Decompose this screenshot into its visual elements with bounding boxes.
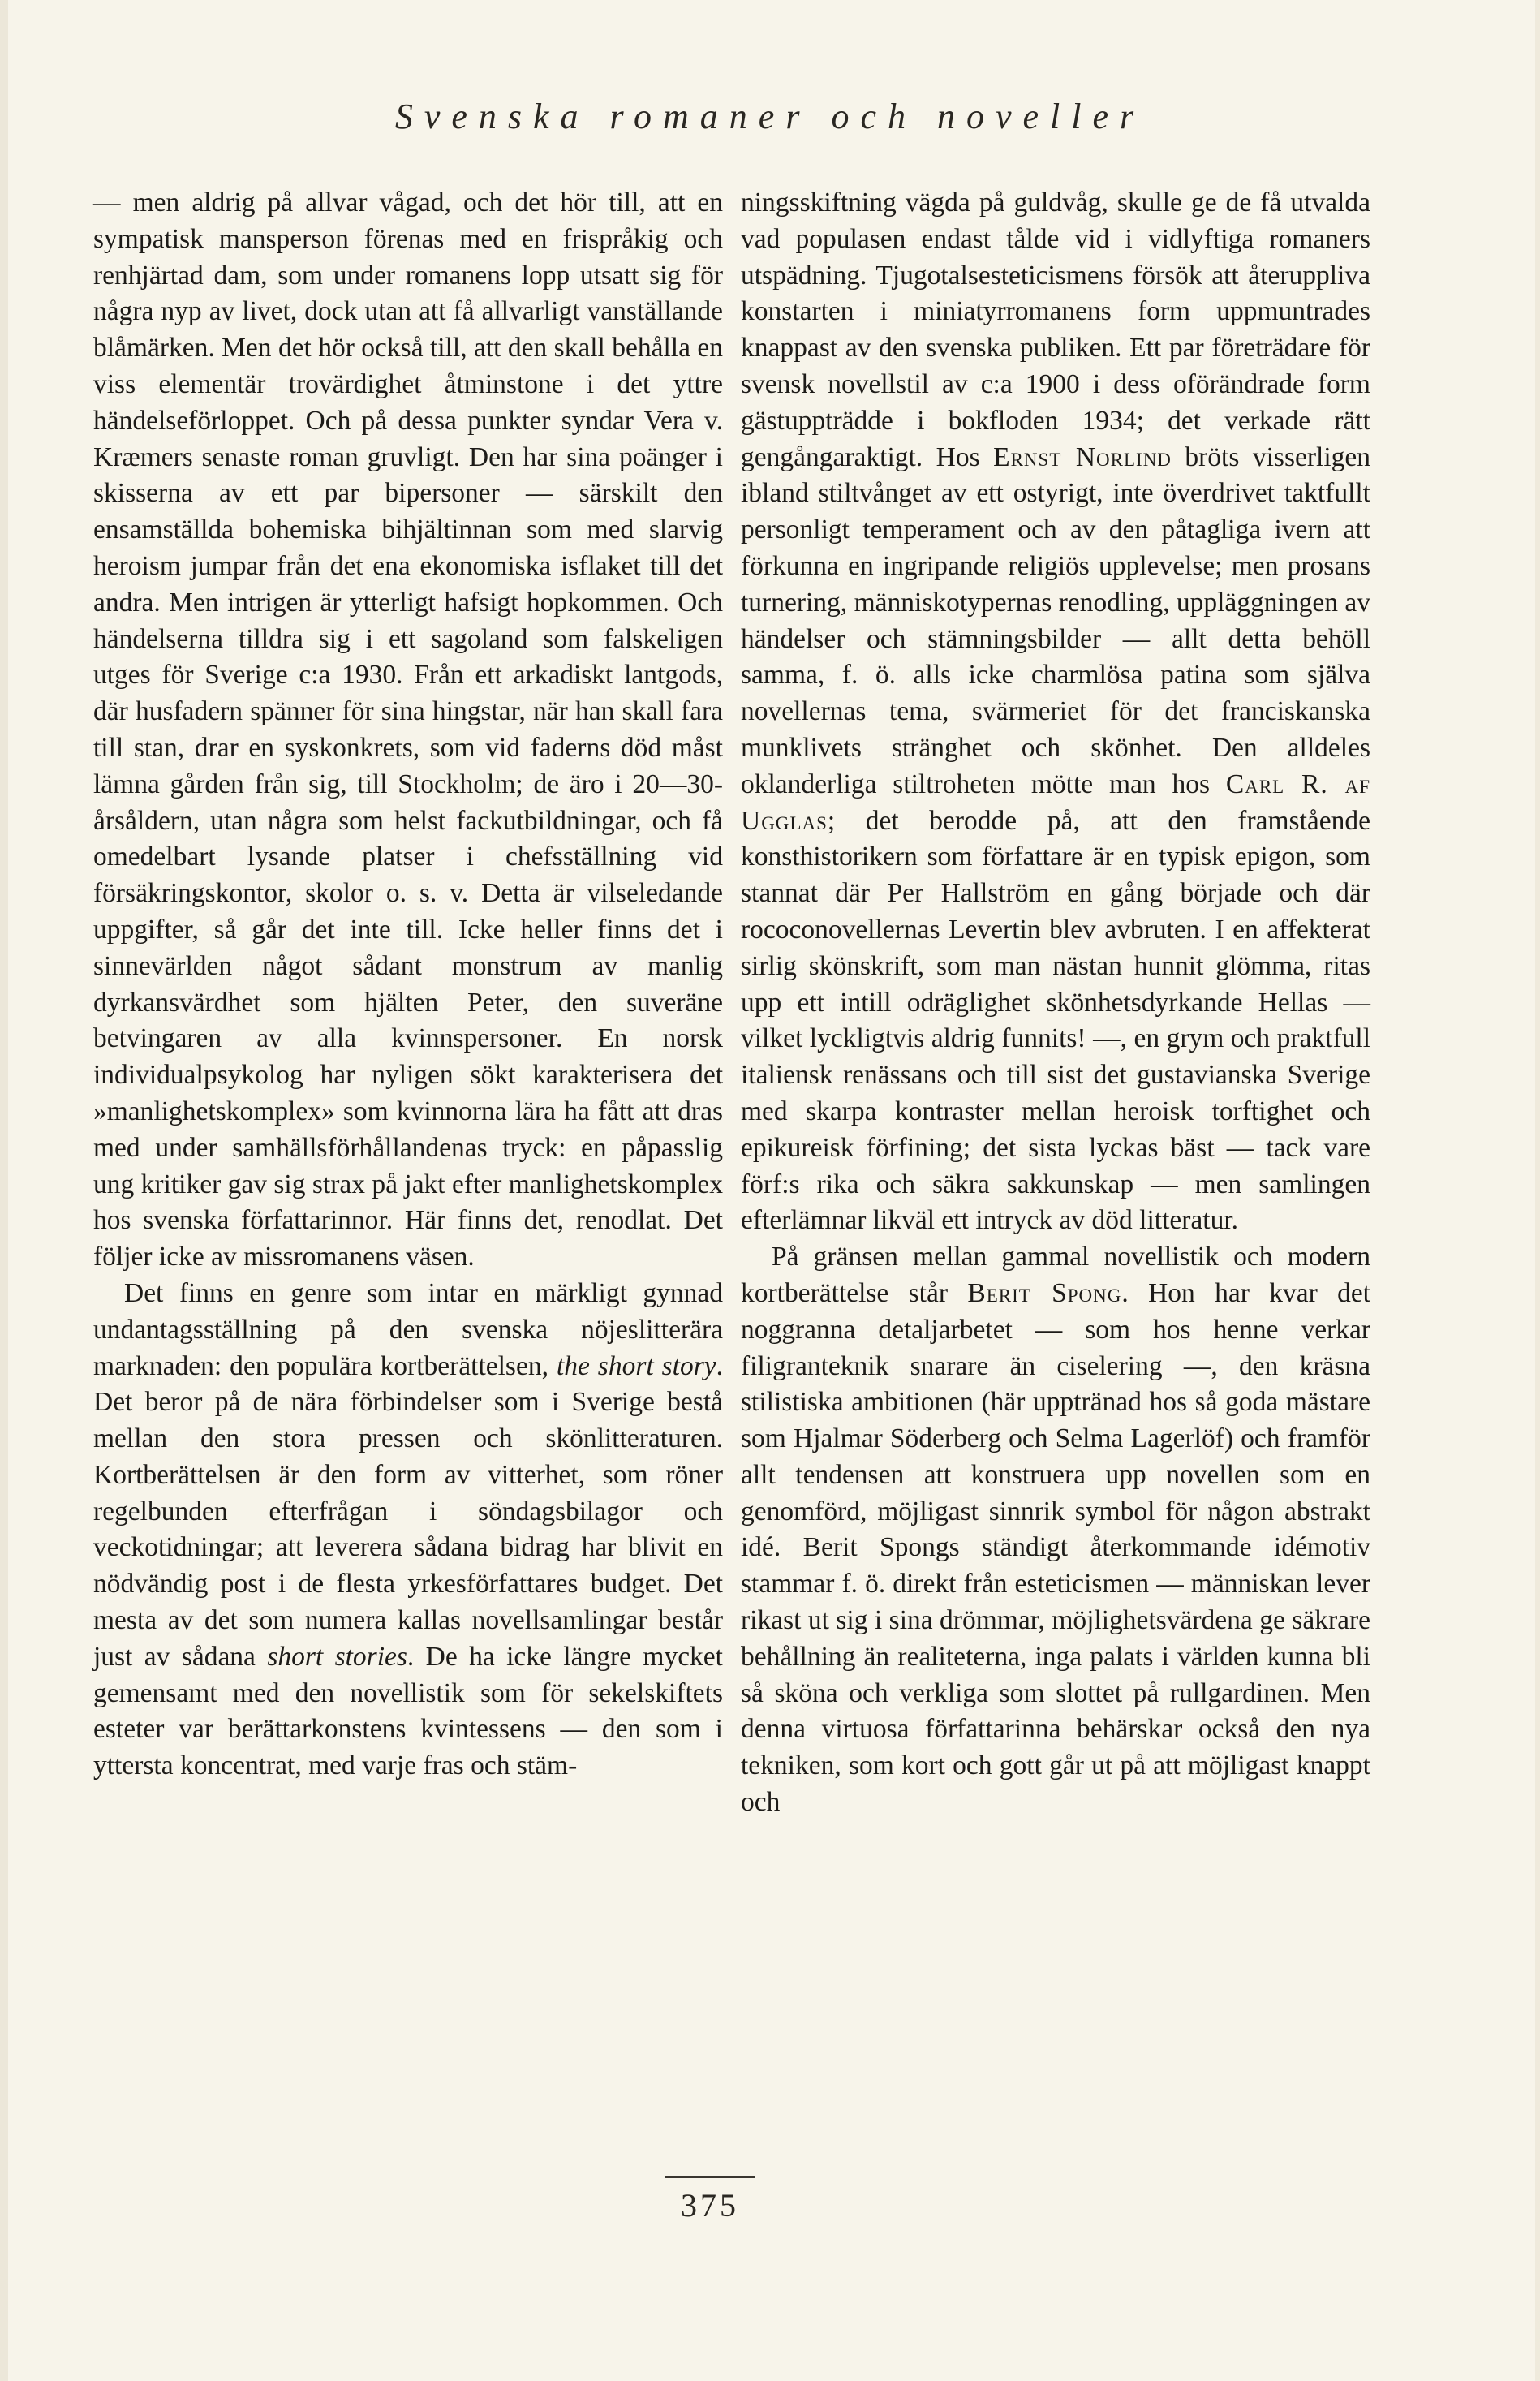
text-run: . De ha icke längre mycket gemensamt med den novellistik som för sekelskiftets esteter var berättarkonstens kvintessens — den som i yttersta koncentrat, med varje fras och stäm-	[93, 1641, 723, 1781]
text-run: . Hon har kvar det noggranna detaljarbetet — som hos henne verkar filigranteknik snarare än ciselering —, den kräsna stilistiska ambitionen (här upptränad hos så goda mästare som Hjalmar Söderberg och Selma Lagerlöf) och framför allt tendensen att konstruera upp novellen som en genomförd, möjligast sinnrik symbol för någon abstrakt idé. Berit Spongs ständigt återkommande idémotiv stammar f. ö. direkt från esteticismen — människan lever rikast ut sig i sina drömmar, möjlighetsvärdena ge säkrare behållning än realiteterna, inga palats i världen kunna bli så sköna och verkliga som slottet på rullgardinen. Men denna virtuosa författarinna behärskar också den nya tekniken, som kort och gott går ut på att möjligast knappt och	[741, 1277, 1370, 1818]
text-run: Det finns en genre som intar en märkligt gynnad undantagsställning på den svenska nöjeslitterära marknaden: den populära kortberättelsen,	[93, 1277, 723, 1381]
running-head: Svenska romaner och noveller	[394, 97, 1146, 136]
right-column	[741, 185, 1370, 1821]
page-number: 375	[681, 2187, 739, 2224]
left-paragraph-2	[93, 1276, 723, 1785]
right-paragraph-2	[741, 1239, 1370, 1821]
left-column	[93, 185, 723, 1785]
italic-term: the short story	[556, 1350, 716, 1381]
right-paragraph-1	[741, 185, 1370, 1239]
author-name: Berit Spong	[967, 1277, 1122, 1308]
left-paragraph-1: — men aldrig på allvar vågad, och det hör till, att en sympatisk mansperson förenas med en frispråkig och renhjärtad dam, som under romanens lopp utsatt sig för några nyp av livet, dock utan att få allvarligt vanställande blåmärken. Men det hör också till, att den skall behålla en viss elementär trovärdighet åtminstone i det yttre händelseförloppet. Och på dessa punkter syndar Vera v. Kræmers senaste roman gruvligt. Den har sina poänger i skisserna av ett par bipersoner — särskilt den ensamställda bohemiska bihjältinnan som med slarvig heroism jumpar från det ena ekonomiska isflaket till det andra. Men intrigen är ytterligt hafsigt hopkommen. Och händelserna tilldra sig i ett sagoland som falskeligen utges för Sverige c:a 1930. Från ett arkadiskt lantgods, där husfadern spänner för sina hingstar, när han skall fara till stan, drar en syskonkrets, som vid faderns död måst lämna gården från sig, till Stockholm; de äro i 20—30-årsåldern, utan några som helst fackutbildningar, och få omedelbart lysande platser i chefsställning vid försäkringskontor, skolor o. s. v. Detta är vilseledande uppgifter, så går det inte till. Icke heller finns det i sinnevärlden något sådant monstrum av manlig dyrkansvärdhet som hjälten Peter, den suveräne betvingaren av alla kvinnspersoner. En norsk individualpsykolog har nyligen sökt karakterisera det »manlighetskomplex» som kvinnorna lära ha fått att dras med under samhällsförhållandenas tryck: en påpasslig ung kritiker gav sig strax på jakt efter manlighetskomplex hos svenska författarinnor. Här finns det, renodlat. Det följer icke av missromanens väsen.	[93, 187, 723, 1272]
text-run: På gränsen mellan gammal novellistik och modern kortberättelse står	[741, 1242, 1370, 1308]
author-name: Carl R. af Ugglas	[741, 769, 1371, 836]
text-run: ; det berodde på, att den framstående konsthistorikern som författare är en typisk epigon, som stannat där Per Hallström en gång började och där rococonovellernas Levertin blev avbruten. I en affekterat sirlig skönskrift, som man nästan hunnit glömma, ritas upp ett intill odräglighet skönhetsdyrkande Hellas — vilket lyckligtvis aldrig funnits! —, en grym och praktfull italiensk renässans och till sist det gustavianska Sverige med skarpa kontraster mellan heroisk torftighet och epikureisk förfining; det sista lyckas bäst — tack vare förf:s rika och säkra sakkunskap — men samlingen efterlämnar likväl ett intryck av död litteratur.	[741, 805, 1370, 1236]
text-run: ningsskiftning vägda på guldvåg, skulle ge de få utvalda vad populasen endast tålde vid i vidlyftiga romaners utspädning. Tjugotalsesteticismens försök att återuppliva konstarten i miniatyrromanens form uppmuntrades knappast av den svenska publiken. Ett par företrädare för svensk novellstil av c:a 1900 i dess oförändrade form gästuppträdde i bokfloden 1934; det verkade rätt gengångaraktigt. Hos	[741, 187, 1370, 472]
text-run: bröts visserligen ibland stiltvånget av ett ostyrigt, inte överdrivet taktfullt personligt temperament och av den påtagliga ivern att förkunna en ingripande religiös upplevelse; men prosans turnering, människotypernas renodling, uppläggningen av händelser och stämningsbilder — allt detta behöll samma, f. ö. alls icke charmlösa patina som själva novellernas tema, svärmeriet för det franciskanska munklivets stränghet och skönhet. Den alldeles oklanderliga stiltroheten mötte man hos	[741, 441, 1371, 799]
author-name: Ernst Norlind	[993, 441, 1172, 472]
folio-rule	[665, 2176, 755, 2178]
text-run: . Det beror på de nära förbindelser som i Sverige bestå mellan den stora pressen och skönlitteraturen. Kortberättelsen är den form av vitterhet, som röner regelbunden efterfrågan i söndagsbilagor och veckotidningar; att leverera sådana bidrag har blivit en nödvändig post i de flesta yrkesförfattares budget. Det mesta av det som numera kallas novellsamlingar består just av sådana	[93, 1350, 723, 1672]
italic-term: short stories	[267, 1641, 407, 1672]
